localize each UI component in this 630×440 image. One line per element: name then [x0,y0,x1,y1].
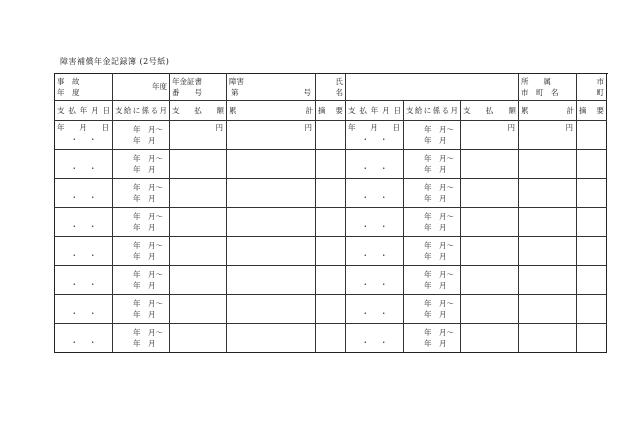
cumulative-cell[interactable] [227,179,316,208]
pay-month-cell[interactable]: 年 月〜 年 月 [404,266,461,295]
remarks-cell[interactable] [577,150,607,179]
header-row-2 [55,101,607,121]
cumulative-cell[interactable] [519,208,577,237]
col-amount-left: 支 払 額 [170,101,227,121]
cumulative-cell[interactable] [519,324,577,353]
amount-cell[interactable] [170,150,227,179]
pay-date-cell[interactable]: ・ ・ [55,324,113,353]
amount-cell[interactable] [170,179,227,208]
jiko-nendo-label: 事 故 年 度 [55,74,113,101]
pay-date-cell[interactable]: ・ ・ [55,208,113,237]
remarks-cell[interactable] [316,237,346,266]
cumulative-cell[interactable] [227,324,316,353]
remarks-cell[interactable] [577,121,607,150]
amount-cell[interactable] [170,295,227,324]
pay-date-cell[interactable]: ・ ・ [55,295,113,324]
pay-date-cell[interactable]: ・ ・ [55,266,113,295]
shozoku-label: 所 属 市 町 名 [519,74,577,101]
cumulative-cell[interactable] [519,179,577,208]
amount-cell[interactable]: 円 [461,121,519,150]
amount-cell[interactable] [461,324,519,353]
pay-date-cell[interactable]: ・ ・ [346,266,404,295]
remarks-cell[interactable] [316,150,346,179]
pay-month-cell[interactable]: 年 月〜 年 月 [404,237,461,266]
pay-date-cell[interactable]: ・ ・ [346,324,404,353]
col-pay-date-right: 支 払 年 月 日 [346,101,404,121]
shosho-label: 年金証書 番 号 [170,74,227,101]
cumulative-cell[interactable] [519,150,577,179]
col-pay-month-right: 支 給 に 係 る 月 [404,101,461,121]
amount-cell[interactable] [170,266,227,295]
table-row [55,237,607,266]
shimei-value-cell[interactable] [346,74,519,101]
remarks-cell[interactable] [577,295,607,324]
pay-month-cell[interactable]: 年 月〜 年 月 [113,266,170,295]
pay-date-cell[interactable]: ・ ・ [55,150,113,179]
table-row [55,208,607,237]
pay-month-cell[interactable]: 年 月〜 年 月 [113,237,170,266]
amount-cell[interactable] [461,179,519,208]
amount-cell[interactable] [461,237,519,266]
table-row [55,150,607,179]
cumulative-cell[interactable] [227,266,316,295]
header-row-1 [55,74,607,101]
amount-cell[interactable] [170,208,227,237]
cumulative-cell[interactable] [227,208,316,237]
pay-month-cell[interactable]: 年 月〜 年 月 [113,150,170,179]
pension-record-table [54,73,607,353]
pay-date-cell[interactable]: ・ ・ [346,237,404,266]
remarks-cell[interactable] [316,324,346,353]
amount-cell[interactable] [170,324,227,353]
amount-cell[interactable] [170,237,227,266]
shosho-number-cell[interactable]: 障害 第 号 [227,74,316,101]
amount-cell[interactable]: 円 [170,121,227,150]
pay-month-cell[interactable]: 年 月〜 年 月 [113,121,170,150]
cumulative-cell[interactable] [227,237,316,266]
pay-month-cell[interactable]: 年 月〜 年 月 [113,179,170,208]
remarks-cell[interactable] [316,179,346,208]
remarks-cell[interactable] [577,324,607,353]
pay-date-cell[interactable]: ・ ・ [346,150,404,179]
pay-month-cell[interactable]: 年 月〜 年 月 [113,295,170,324]
col-cumulative-right: 累 計 [519,101,577,121]
col-remarks-right: 摘 要 [577,101,607,121]
col-pay-month-left: 支 給 に 係 る 月 [113,101,170,121]
pay-month-cell[interactable]: 年 月〜 年 月 [404,208,461,237]
table-row [55,266,607,295]
nendo-cell[interactable]: 年度 [113,74,170,101]
form-title: 障害補償年金記録簿 (2号紙) [60,57,170,66]
shicho-cell[interactable]: 市 町 [577,74,607,101]
cumulative-cell[interactable] [519,266,577,295]
remarks-cell[interactable] [577,266,607,295]
pay-date-cell[interactable]: ・ ・ [346,295,404,324]
cumulative-cell[interactable] [519,295,577,324]
pay-month-cell[interactable]: 年 月〜 年 月 [404,179,461,208]
pay-month-cell[interactable]: 年 月〜 年 月 [404,295,461,324]
cumulative-cell[interactable] [227,150,316,179]
cumulative-cell[interactable]: 円 [519,121,577,150]
pay-month-cell[interactable]: 年 月〜 年 月 [113,208,170,237]
remarks-cell[interactable] [577,237,607,266]
pay-month-cell[interactable]: 年 月〜 年 月 [404,324,461,353]
pay-date-cell[interactable]: ・ ・ [55,237,113,266]
pay-date-cell[interactable]: 年 月 日 ・ ・ [55,121,113,150]
remarks-cell[interactable] [316,266,346,295]
col-cumulative-left: 累 計 [227,101,316,121]
pay-date-cell[interactable]: ・ ・ [55,179,113,208]
col-pay-date-left: 支 払 年 月 日 [55,101,113,121]
col-remarks-left: 摘 要 [316,101,346,121]
amount-cell[interactable] [461,295,519,324]
pay-date-cell[interactable]: ・ ・ [346,179,404,208]
col-amount-right: 支 払 額 [461,101,519,121]
remarks-cell[interactable] [316,295,346,324]
cumulative-cell[interactable] [519,237,577,266]
pay-month-cell[interactable]: 年 月〜 年 月 [404,150,461,179]
pay-month-cell[interactable]: 年 月〜 年 月 [113,324,170,353]
table-row [55,179,607,208]
remarks-cell[interactable] [316,208,346,237]
pay-date-cell[interactable]: 年 月 日 ・ ・ [346,121,404,150]
amount-cell[interactable] [461,208,519,237]
shimei-label: 氏 名 [316,74,346,101]
table-row [55,121,607,150]
table-row [55,295,607,324]
table-row [55,324,607,353]
amount-cell[interactable] [461,266,519,295]
remarks-cell[interactable] [577,208,607,237]
amount-cell[interactable] [461,150,519,179]
remarks-cell[interactable] [577,179,607,208]
cumulative-cell[interactable] [227,295,316,324]
cumulative-cell[interactable]: 円 [227,121,316,150]
remarks-cell[interactable] [316,121,346,150]
pay-date-cell[interactable]: ・ ・ [346,208,404,237]
pay-month-cell[interactable]: 年 月〜 年 月 [404,121,461,150]
